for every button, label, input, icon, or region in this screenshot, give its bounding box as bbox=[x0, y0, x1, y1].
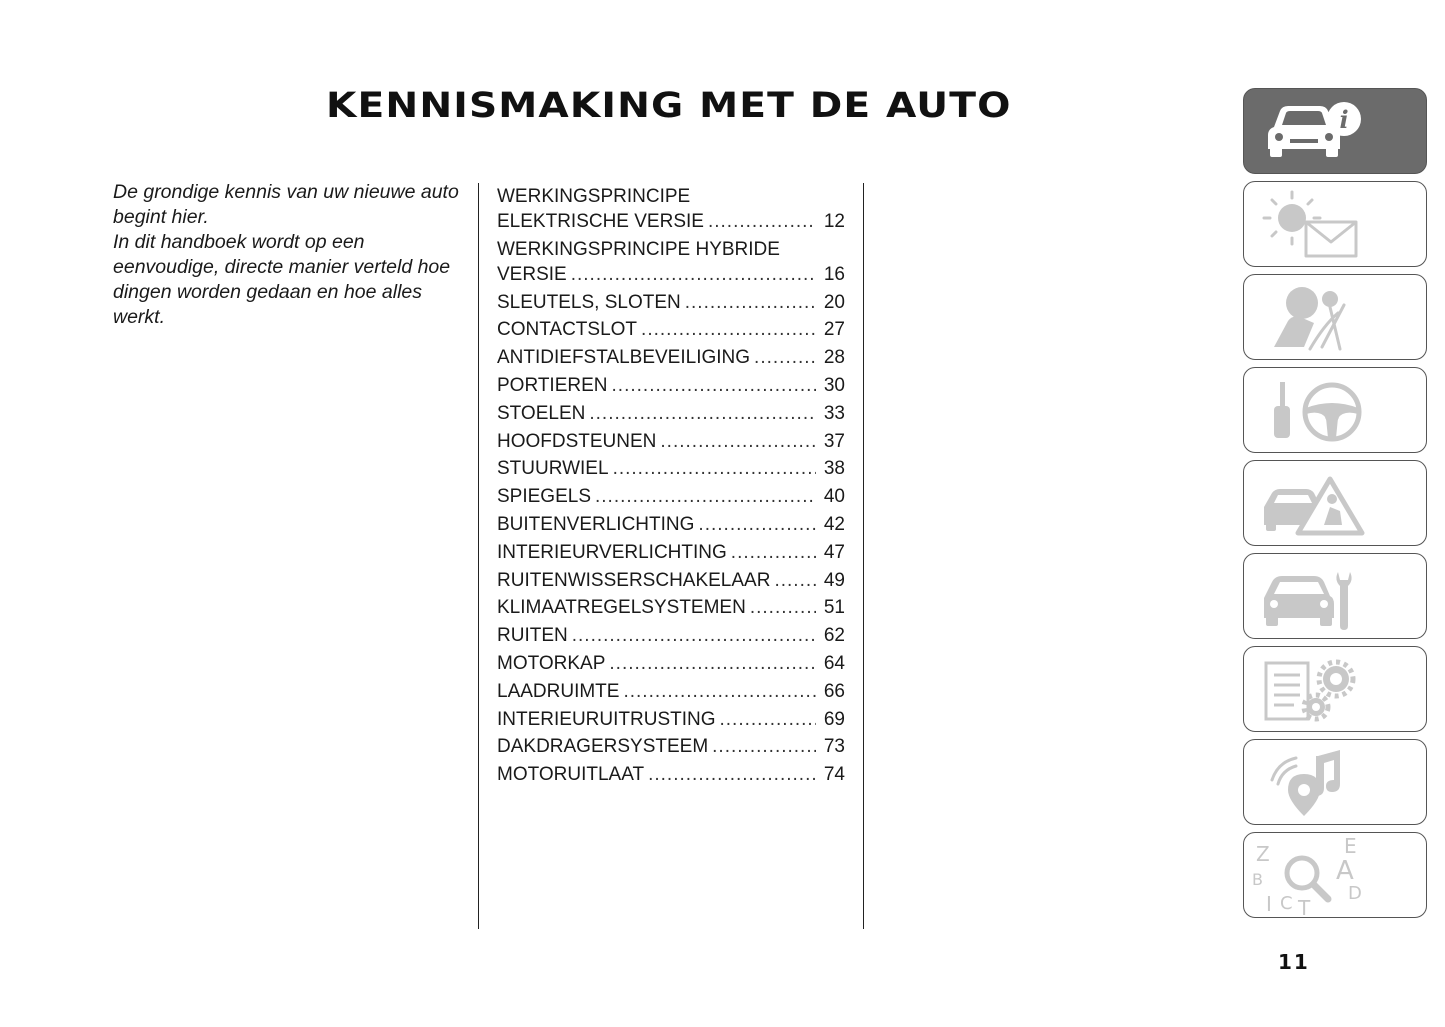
toc-entry-label-line1: WERKINGSPRINCIPE HYBRIDE bbox=[497, 238, 780, 260]
toc-entry[interactable] bbox=[497, 237, 845, 287]
index-letter-c: C bbox=[1280, 893, 1293, 914]
toc-entry-page: 40 bbox=[823, 486, 845, 508]
toc-entry-label: KLIMAATREGELSYSTEMEN bbox=[497, 597, 746, 619]
page-title: KENNISMAKING MET DE AUTO bbox=[326, 86, 1012, 126]
toc-entry-label: MOTORKAP bbox=[497, 652, 606, 674]
toc-entry-label: BUITENVERLICHTING bbox=[497, 513, 695, 535]
toc-entry[interactable] bbox=[497, 651, 845, 676]
toc-entry-label: VERSIE bbox=[497, 263, 567, 285]
toc-dot-leader bbox=[660, 429, 815, 454]
toc-entry-page: 30 bbox=[823, 374, 845, 396]
toc-entry[interactable] bbox=[497, 484, 845, 509]
toc-entry[interactable] bbox=[497, 734, 845, 759]
toc-dot-leader bbox=[609, 651, 815, 676]
toc-entry-page: 51 bbox=[823, 597, 845, 619]
toc-dot-leader bbox=[648, 762, 816, 787]
toc-entry-page: 62 bbox=[823, 625, 845, 647]
intro-paragraph-1: De grondige kennis van uw nieuwe auto begint hier. bbox=[113, 181, 459, 228]
car-maintenance-wrench-icon bbox=[1244, 554, 1428, 640]
toc-dot-leader bbox=[698, 512, 815, 537]
toc-dot-leader bbox=[720, 707, 816, 732]
toc-entry[interactable] bbox=[497, 456, 845, 481]
toc-dot-leader bbox=[685, 290, 816, 315]
tab-alphabetical-index[interactable] bbox=[1243, 832, 1427, 918]
index-letter-t: T bbox=[1298, 896, 1311, 919]
toc-entry[interactable] bbox=[497, 184, 845, 234]
toc-entry-label: RUITENWISSERSCHAKELAAR bbox=[497, 569, 771, 591]
toc-entry-page: 74 bbox=[823, 764, 845, 786]
toc-dot-leader bbox=[613, 456, 816, 481]
toc-dot-leader bbox=[641, 317, 816, 342]
toc-entry-page: 66 bbox=[823, 680, 845, 702]
toc-entry-page: 33 bbox=[823, 402, 845, 424]
emergency-breakdown-icon bbox=[1244, 461, 1428, 547]
table-of-contents bbox=[497, 184, 845, 790]
column-divider-right bbox=[863, 183, 864, 929]
toc-dot-leader bbox=[572, 623, 816, 648]
toc-entry-label: MOTORUITLAAT bbox=[497, 764, 645, 786]
toc-entry[interactable] bbox=[497, 290, 845, 315]
toc-dot-leader bbox=[708, 209, 816, 234]
toc-entry[interactable] bbox=[497, 429, 845, 454]
toc-entry[interactable] bbox=[497, 595, 845, 620]
index-letter-b: B bbox=[1252, 870, 1263, 889]
tab-safety[interactable] bbox=[1243, 274, 1427, 360]
toc-entry-page: 38 bbox=[823, 458, 845, 480]
car-info-icon bbox=[1244, 89, 1428, 175]
toc-entry-page: 12 bbox=[823, 211, 845, 232]
toc-entry-page: 47 bbox=[823, 541, 845, 563]
toc-dot-leader bbox=[774, 568, 815, 593]
column-divider-left bbox=[478, 183, 479, 929]
page-number: 11 bbox=[1278, 950, 1310, 974]
toc-dot-leader bbox=[754, 345, 816, 370]
tab-car-info[interactable] bbox=[1243, 88, 1427, 174]
toc-entry[interactable] bbox=[497, 762, 845, 787]
tab-emergency[interactable] bbox=[1243, 460, 1427, 546]
alphabetical-index-search-icon bbox=[1244, 833, 1428, 919]
toc-entry[interactable] bbox=[497, 373, 845, 398]
toc-entry-label: INTERIEURUITRUSTING bbox=[497, 708, 716, 730]
toc-entry[interactable] bbox=[497, 568, 845, 593]
toc-entry[interactable] bbox=[497, 540, 845, 565]
index-letter-i: I bbox=[1266, 892, 1272, 916]
toc-entry-label: STUURWIEL bbox=[497, 458, 609, 480]
toc-entry-label: ANTIDIEFSTALBEVEILIGING bbox=[497, 347, 751, 369]
warning-lights-message-icon bbox=[1244, 182, 1428, 268]
toc-entry-page: 37 bbox=[823, 430, 845, 452]
tab-maintenance[interactable] bbox=[1243, 553, 1427, 639]
toc-entry-page: 27 bbox=[823, 319, 845, 341]
toc-entry[interactable] bbox=[497, 512, 845, 537]
toc-entry[interactable] bbox=[497, 707, 845, 732]
airbag-seatbelt-icon bbox=[1244, 275, 1428, 361]
toc-entry-page: 16 bbox=[823, 263, 845, 285]
index-letter-a: A bbox=[1336, 856, 1354, 886]
toc-entry-page: 49 bbox=[823, 569, 845, 591]
toc-entry-label: INTERIEURVERLICHTING bbox=[497, 541, 727, 563]
toc-entry-label: STOELEN bbox=[497, 402, 586, 424]
toc-entry-label: LAADRUIMTE bbox=[497, 680, 620, 702]
toc-entry-label-line1: WERKINGSPRINCIPE bbox=[497, 186, 691, 207]
toc-entry-label: ELEKTRISCHE VERSIE bbox=[497, 211, 704, 232]
toc-entry[interactable] bbox=[497, 317, 845, 342]
toc-entry-page: 28 bbox=[823, 347, 845, 369]
toc-dot-leader bbox=[612, 373, 816, 398]
toc-entry[interactable] bbox=[497, 679, 845, 704]
toc-entry-label: SLEUTELS, SLOTEN bbox=[497, 291, 681, 313]
tab-warning-lights-messages[interactable] bbox=[1243, 181, 1427, 267]
toc-dot-leader bbox=[623, 679, 815, 704]
toc-entry-page: 42 bbox=[823, 513, 845, 535]
intro-text bbox=[113, 180, 463, 330]
toc-entry-page: 20 bbox=[823, 291, 845, 313]
key-steering-wheel-icon bbox=[1244, 368, 1428, 454]
svg-text:i: i bbox=[1339, 105, 1349, 134]
toc-entry-label: DAKDRAGERSYSTEEM bbox=[497, 736, 709, 758]
intro-paragraph-2: In dit handboek wordt op een eenvoudige, directe manier verteld hoe dingen worden gedaan en hoe alles werkt. bbox=[113, 231, 451, 328]
multimedia-music-location-icon bbox=[1244, 740, 1428, 826]
technical-data-gears-icon bbox=[1244, 647, 1428, 733]
toc-dot-leader bbox=[712, 734, 816, 759]
toc-entry[interactable] bbox=[497, 623, 845, 648]
index-letter-e: E bbox=[1344, 834, 1357, 858]
toc-entry-label: RUITEN bbox=[497, 625, 568, 647]
toc-entry[interactable] bbox=[497, 345, 845, 370]
tab-multimedia[interactable] bbox=[1243, 739, 1427, 825]
toc-entry-page: 73 bbox=[823, 736, 845, 758]
toc-entry-label: SPIEGELS bbox=[497, 486, 591, 508]
toc-entry-label: CONTACTSLOT bbox=[497, 319, 638, 341]
toc-dot-leader bbox=[595, 484, 816, 509]
tab-starting-driving[interactable] bbox=[1243, 367, 1427, 453]
toc-entry-label: HOOFDSTEUNEN bbox=[497, 430, 657, 452]
tab-technical-data[interactable] bbox=[1243, 646, 1427, 732]
toc-dot-leader bbox=[589, 401, 816, 426]
toc-entry-page: 69 bbox=[823, 708, 845, 730]
index-letter-z: Z bbox=[1256, 842, 1270, 866]
toc-entry-page: 64 bbox=[823, 652, 845, 674]
toc-entry-label: PORTIEREN bbox=[497, 374, 608, 396]
toc-entry[interactable] bbox=[497, 401, 845, 426]
toc-dot-leader bbox=[750, 595, 816, 620]
toc-dot-leader bbox=[731, 540, 816, 565]
toc-dot-leader bbox=[571, 262, 816, 287]
index-letter-d: D bbox=[1348, 883, 1362, 904]
